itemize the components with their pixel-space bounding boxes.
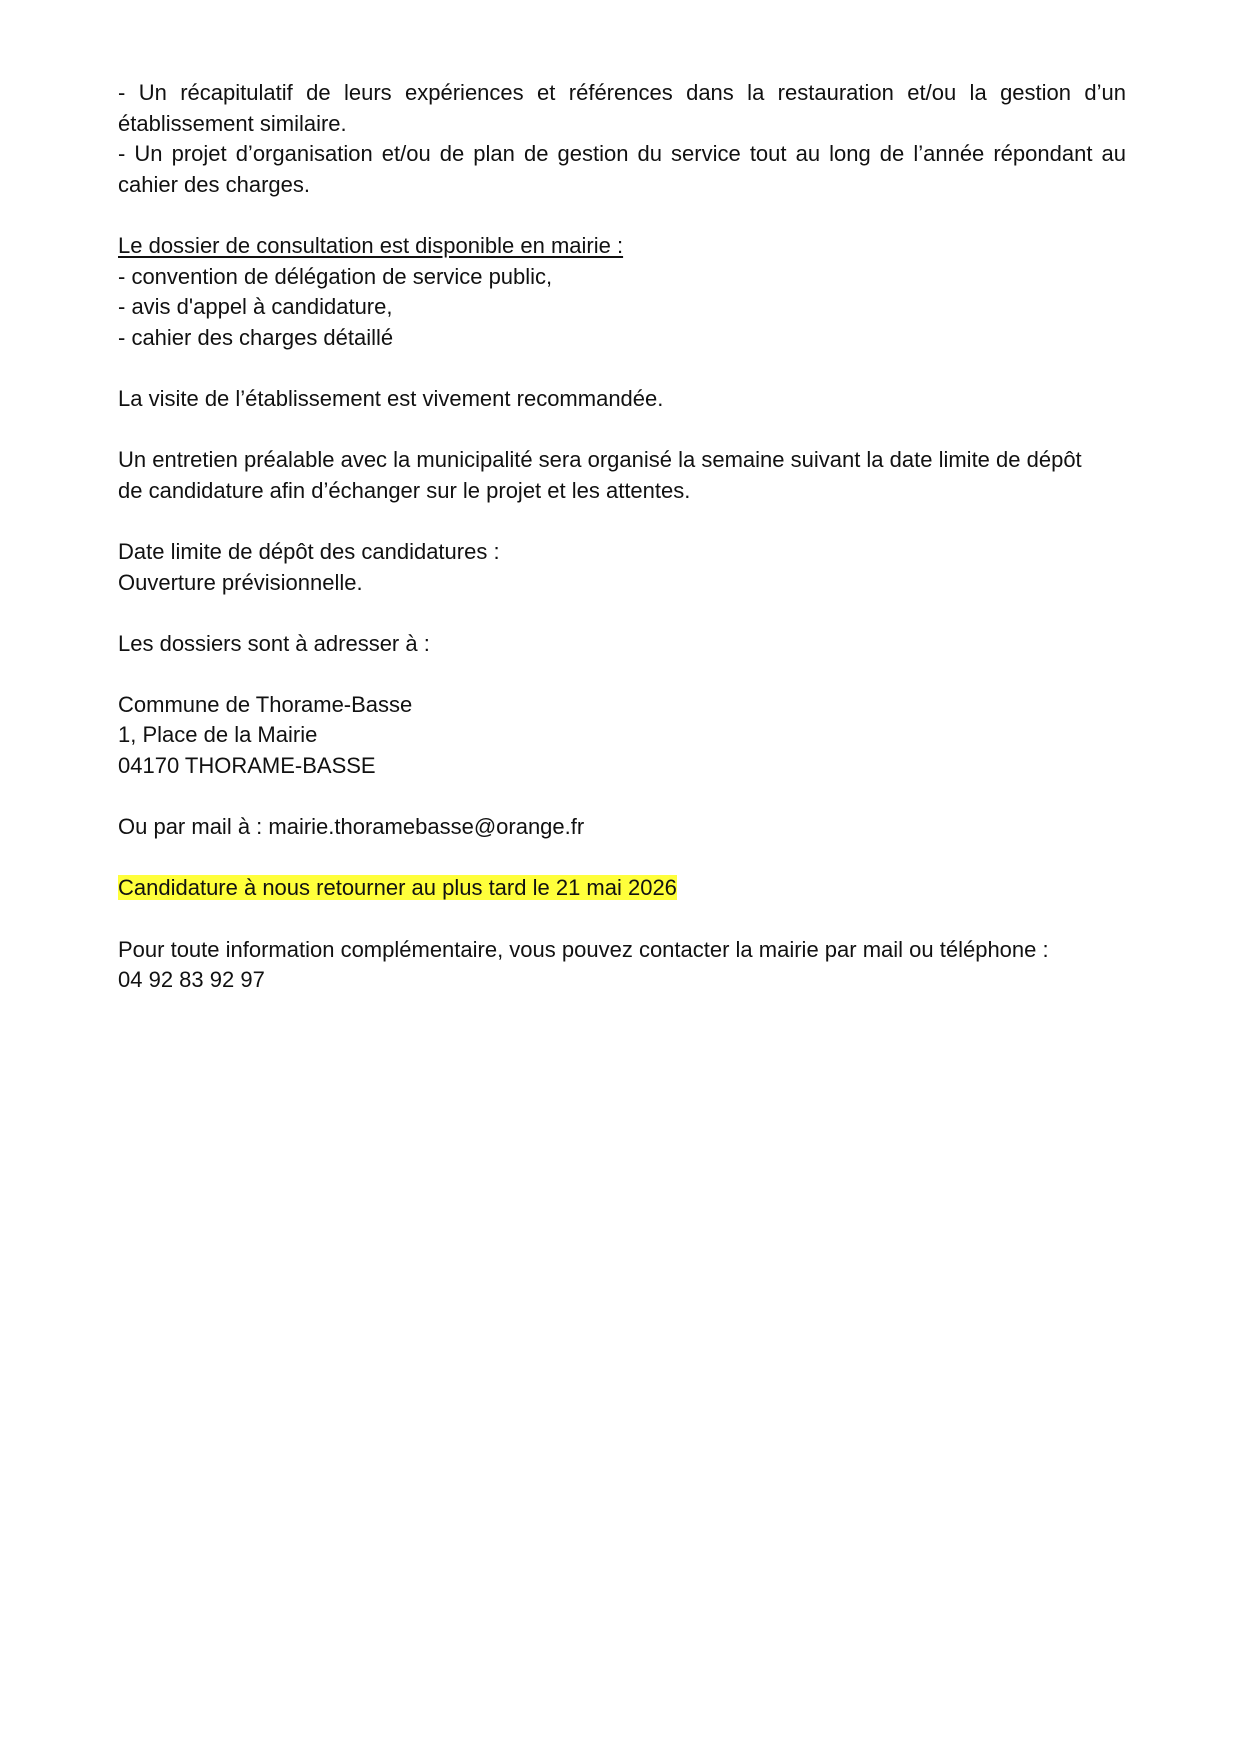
visite-paragraph — [118, 384, 1126, 415]
dates-paragraph — [118, 537, 1126, 598]
requirement-2-line-2: cahier des charges. — [118, 171, 310, 197]
entretien-line-1: Un entretien préalable avec la municipalité sera organisé la semaine suivant la date limite de dépôt — [118, 447, 1082, 473]
highlight-paragraph — [118, 873, 1126, 904]
address-line-2: 1, Place de la Mairie — [118, 722, 318, 748]
dossier-item: - convention de délégation de service public, — [118, 263, 553, 289]
requirements-list — [118, 78, 1126, 200]
mail-paragraph — [118, 812, 1126, 843]
contact-paragraph — [118, 935, 1126, 996]
deadline-label: Date limite de dépôt des candidatures : — [118, 538, 500, 564]
dossier-item: - avis d'appel à candidature, — [118, 294, 393, 320]
dossier-item: - cahier des charges détaillé — [118, 324, 394, 350]
mail-text: Ou par mail à : mairie.thoramebasse@orange.fr — [118, 814, 585, 840]
opening-label: Ouverture prévisionnelle. — [118, 569, 363, 595]
requirement-1-line-1: - Un récapitulatif de leurs expériences et références dans la restauration et/ou la gestion d’un — [118, 80, 1126, 105]
address-line-1: Commune de Thorame-Basse — [118, 691, 413, 717]
dossier-section — [118, 231, 1126, 353]
entretien-paragraph — [118, 445, 1126, 506]
address-line-3: 04170 THORAME-BASSE — [118, 753, 376, 779]
visite-text: La visite de l’établissement est vivement recommandée. — [118, 385, 664, 411]
phone-number: 04 92 83 92 97 — [118, 967, 265, 993]
requirement-2-line-1: - Un projet d’organisation et/ou de plan de gestion du service tout au long de l’année répondant au — [118, 141, 1126, 167]
document-page — [118, 78, 1126, 1026]
requirement-1-line-2: établissement similaire. — [118, 110, 347, 136]
adresse-intro-paragraph — [118, 629, 1126, 660]
entretien-line-2: de candidature afin d’échanger sur le projet et les attentes. — [118, 477, 691, 503]
postal-address — [118, 690, 1126, 782]
adresse-intro: Les dossiers sont à adresser à : — [118, 630, 430, 656]
deadline-highlight: Candidature à nous retourner au plus tard le 21 mai 2026 — [118, 875, 677, 901]
contact-text: Pour toute information complémentaire, vous pouvez contacter la mairie par mail ou téléphone : — [118, 936, 1049, 962]
dossier-heading: Le dossier de consultation est disponible en mairie : — [118, 232, 624, 258]
